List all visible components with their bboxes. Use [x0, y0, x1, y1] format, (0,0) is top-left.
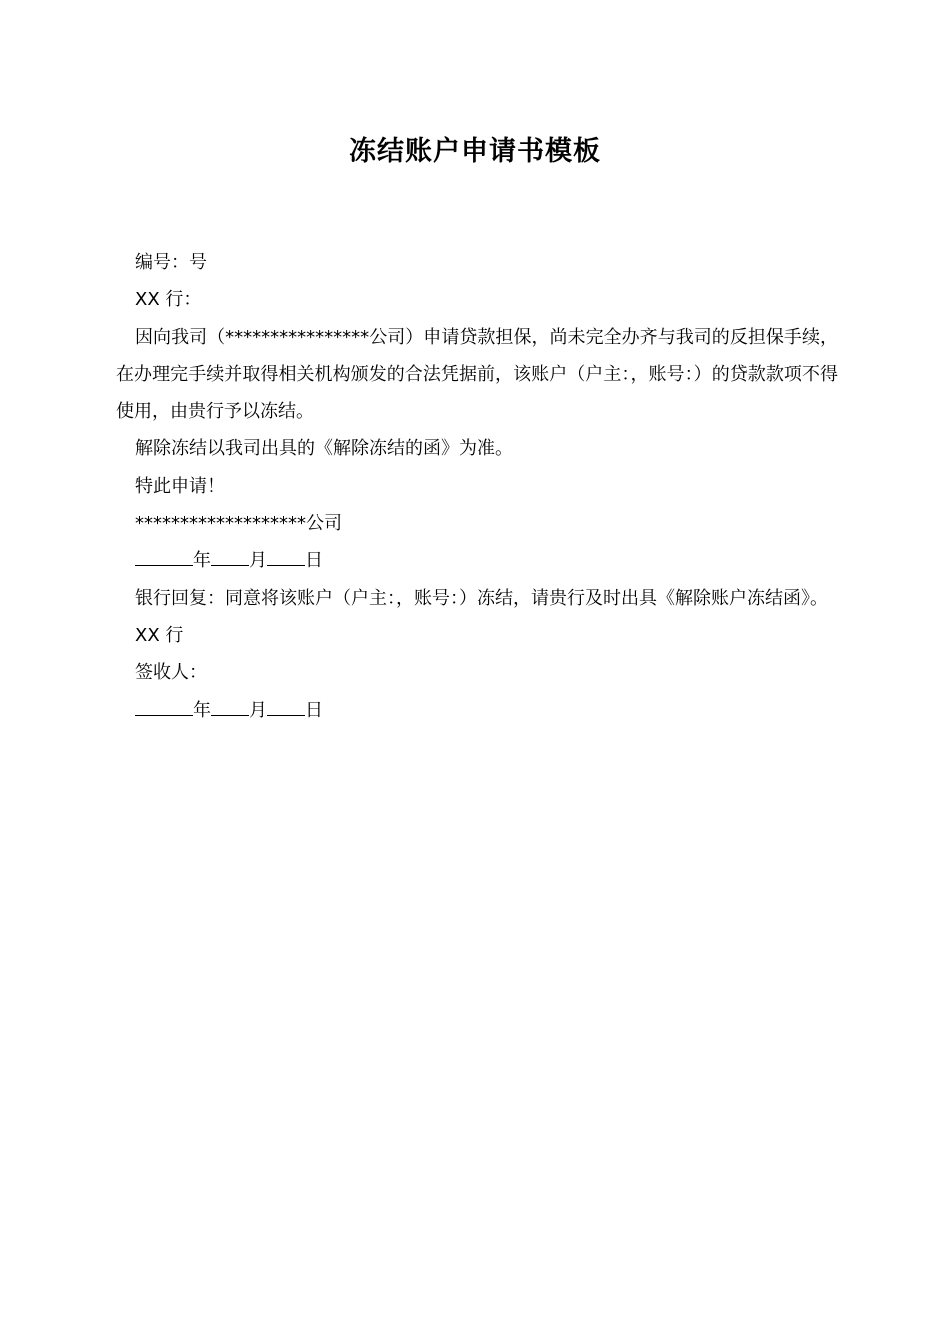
bank-addressee-line: XX 行： [135, 289, 202, 311]
day-blank [267, 545, 305, 566]
month-blank [211, 545, 249, 566]
bank-name-line: XX 行 [135, 624, 184, 646]
bank-date-line [116, 692, 838, 729]
company-line: *******************公司 [135, 513, 342, 535]
day-label: 日 [305, 550, 323, 572]
month-blank [211, 695, 249, 716]
day-label: 日 [305, 699, 323, 721]
document-title: 冻结账户申请书模板 [349, 136, 601, 167]
year-blank [135, 545, 193, 566]
year-label: 年 [193, 550, 211, 572]
bank-reply-paragraph: 银行回复：同意将该账户（户主：，账号：）冻结，请贵行及时出具《解除账户冻结函》。 [135, 587, 828, 609]
month-label: 月 [249, 550, 267, 572]
main-paragraph: 因向我司（****************公司）申请贷款担保，尚未完全办齐与我司的反担保手续，在办理完手续并取得相关机构颁发的合法凭据前，该账户（户主：，账号：）的贷款款项不得使用，由贵行予以冻结。 [116, 326, 838, 423]
year-label: 年 [193, 699, 211, 721]
applicant-date-line [116, 542, 838, 579]
day-blank [267, 695, 305, 716]
signatory-line: 签收人： [135, 662, 207, 684]
release-paragraph: 解除冻结以我司出具的《解除冻结的函》为准。 [135, 438, 513, 460]
month-label: 月 [249, 699, 267, 721]
serial-number-line: 编号：号 [135, 252, 207, 273]
year-blank [135, 695, 193, 716]
closing-line: 特此申请！ [135, 475, 225, 497]
document-body [116, 244, 838, 729]
